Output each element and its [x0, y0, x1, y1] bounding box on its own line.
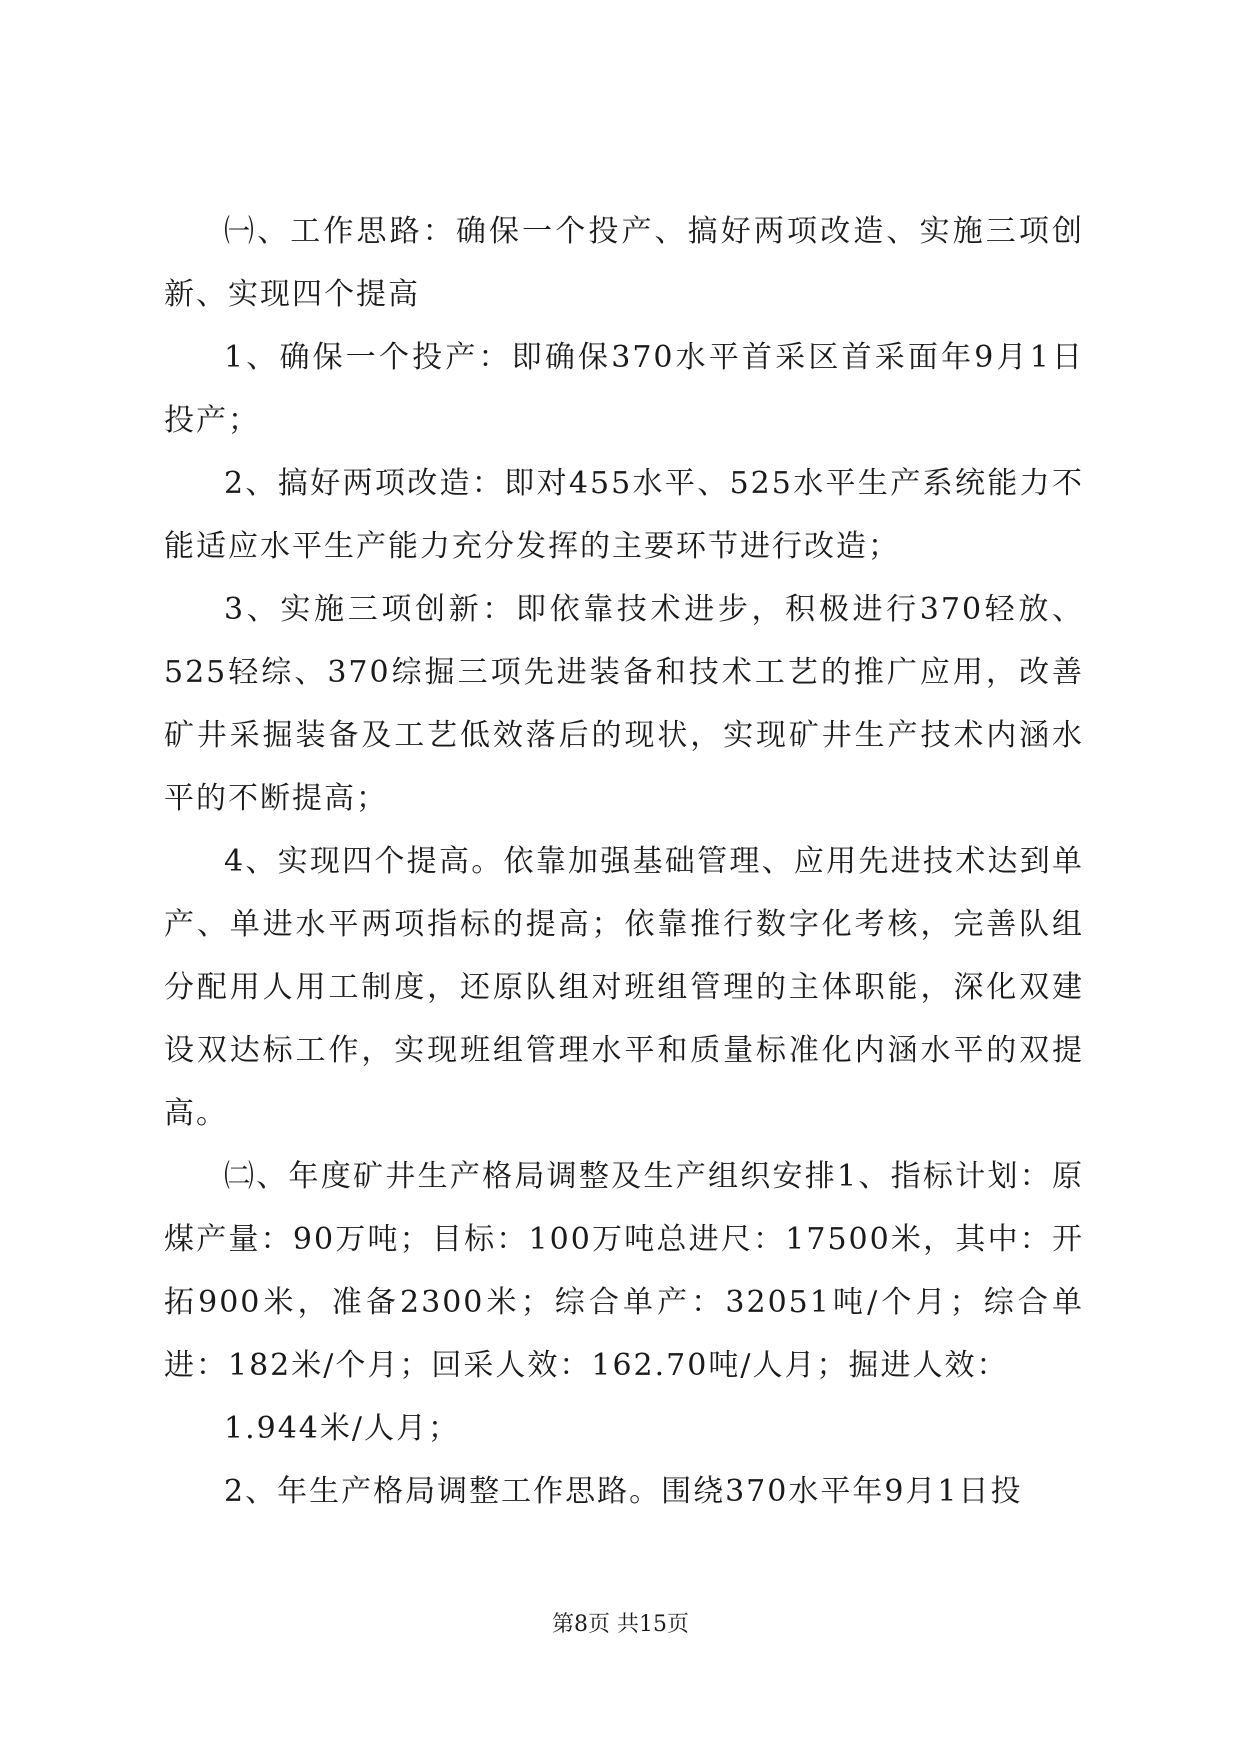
paragraph-item-1: 1、确保一个投产：即确保370水平首采区首采面年9月1日投产；: [164, 340, 1084, 438]
paragraph-item-3: 3、实施三项创新：即依靠技术进步，积极进行370轻放、525轻综、370综掘三项先进装备和技术工艺的推广应用，改善矿井采掘装备及工艺低效落后的现状，实现矿井生产技术内涵水平的不断提高；: [164, 592, 1084, 816]
page-number: 第8页 共15页: [552, 1612, 689, 1637]
paragraph-work-idea: ㈠、工作思路：确保一个投产、搞好两项改造、实施三项创新、实现四个提高: [164, 214, 1084, 312]
page-footer: [0, 1610, 1241, 1640]
paragraph-item-4: 4、实现四个提高。依靠加强基础管理、应用先进技术达到单产、单进水平两项指标的提高；依靠推行数字化考核，完善队组分配用人用工制度，还原队组对班组管理的主体职能，深化双建设双达标工作，实现班组管理水平和质量标准化内涵水平的双提高。: [164, 844, 1084, 1131]
document-body: [164, 200, 1084, 1523]
paragraph-annual-layout: ㈡、年度矿井生产格局调整及生产组织安排1、指标计划：原煤产量：90万吨；目标：100万吨总进尺：17500米，其中：开拓900米，准备2300米；综合单产：32051吨/个月；综合单进：182米/个月；回采人效：162.70吨/人月；掘进人效：: [164, 1159, 1084, 1383]
paragraph-layout-idea: 2、年生产格局调整工作思路。围绕370水平年9月1日投: [224, 1474, 1023, 1509]
paragraph-efficiency: 1.944米/人月；: [224, 1411, 460, 1446]
paragraph-item-2: 2、搞好两项改造：即对455水平、525水平生产系统能力不能适应水平生产能力充分发挥的主要环节进行改造；: [164, 466, 1084, 564]
